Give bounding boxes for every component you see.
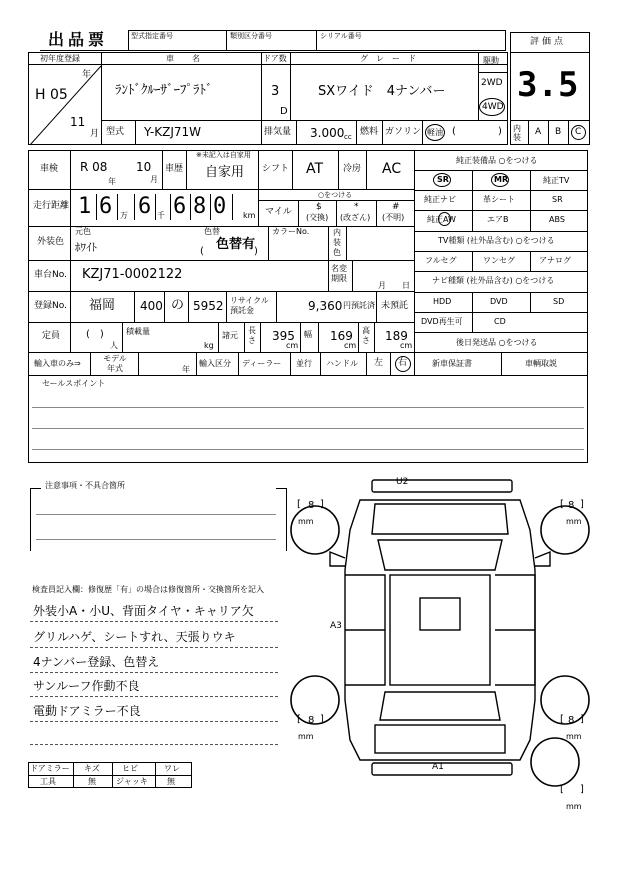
handle-right-circle	[395, 356, 411, 372]
fuel-label: 燃料	[360, 127, 379, 137]
year-suffix: 年	[82, 70, 92, 80]
interior-grade-b: B	[555, 127, 562, 137]
equip-sunroof-circle	[433, 173, 451, 187]
equip-genuine-navi: 純正ナビ	[424, 195, 456, 204]
tread-rr: 8	[568, 715, 575, 726]
handle-left: 左	[374, 358, 384, 368]
tv-label: TV種類 (社外品含む) ○をつける	[438, 236, 555, 245]
length-label: 長さ	[248, 326, 256, 345]
reg-kana: の	[171, 298, 185, 313]
tread-rl-bracket: [	[297, 714, 301, 725]
chassis-label: 車台No.	[34, 270, 67, 280]
tread-rl-close: ]	[320, 714, 324, 725]
tread-rr-close: ]	[580, 714, 584, 725]
month-suffix: 月	[90, 129, 100, 139]
tread-rl-unit: mm	[298, 732, 314, 741]
capacity-label: 定員	[42, 331, 61, 341]
length-unit: cm	[286, 341, 299, 350]
interior-color-label: 内装色	[333, 228, 341, 257]
tv-full: フルセグ	[425, 256, 457, 265]
inspector-note-1: 外装小A・小U、背面タイヤ・キャリア欠	[33, 604, 254, 618]
tread-spare-close: ]	[580, 784, 584, 795]
recycle-unpaid: 未預託	[381, 301, 409, 311]
fuel-gasoline: ガソリン	[385, 127, 422, 137]
drive-label: 駆動	[483, 56, 499, 65]
original-color: ﾎﾜｲﾄ	[75, 241, 97, 254]
tread-fr-close: ]	[580, 499, 584, 510]
navi-hdd: HDD	[433, 297, 452, 306]
import-label: 輸入車のみ⇒	[34, 359, 81, 368]
capacity-paren: ( )	[86, 329, 104, 340]
model-value: Y-KZJ71W	[144, 125, 201, 139]
legend-jack: ジャッキ	[116, 777, 148, 786]
displacement-label: 排気量	[264, 127, 292, 137]
exterior-color-label: 外装色	[37, 237, 65, 247]
caution-bracket-right	[276, 488, 287, 551]
tread-fl: 8	[308, 500, 315, 511]
height-label: 高さ	[362, 326, 370, 345]
color-paren-close: )	[254, 246, 258, 257]
mileage-digit-5: 8	[193, 194, 207, 219]
import-type-label: 輸入区分	[199, 359, 231, 368]
capacity-unit: 人	[110, 341, 118, 350]
original-color-label: 元色	[75, 227, 91, 236]
grade-value: SXワイド 4ナンバー	[318, 84, 446, 99]
mileage-unit-label: マイル	[265, 207, 292, 217]
equip-abs: ABS	[549, 215, 565, 224]
caution-bracket-left	[30, 488, 41, 551]
inspection-year-suffix: 年	[108, 177, 116, 186]
shift-value: AT	[306, 161, 324, 177]
ac-label: 冷房	[343, 164, 362, 174]
fuel-paren-open: (	[452, 126, 456, 137]
score-label: 評価点	[530, 37, 567, 47]
tread-fr-bracket: [	[560, 499, 564, 510]
doors-value: 3	[271, 84, 280, 99]
equip-genuine-aw: 純正AW	[427, 215, 456, 224]
mileage-digit-2: 6	[99, 194, 113, 219]
color-paren-open: (	[200, 246, 204, 257]
color-no-label: カラーNo.	[272, 227, 310, 236]
mileage-man: 万	[120, 211, 128, 220]
tv-analog: アナログ	[539, 256, 571, 265]
load-unit: kg	[204, 341, 214, 350]
tread-fl-close: ]	[320, 499, 324, 510]
dollar-mark: $	[316, 202, 322, 212]
type-designation-label: 型式指定番号	[131, 32, 173, 40]
ac-value: AC	[382, 161, 402, 177]
interior-label: 内装	[513, 124, 521, 142]
equip-moonroof-circle	[491, 173, 509, 187]
name-change-day: 日	[402, 281, 410, 290]
navi-label: ナビ種類 (社外品含む) ○をつける	[432, 276, 555, 285]
displacement-value: 3.000	[310, 126, 345, 140]
handle-right: 右	[398, 358, 408, 368]
car-name-label: 車名	[166, 54, 218, 63]
later-label: 後日発送品 ○をつける	[456, 338, 538, 347]
inspector-note-5: 電動ドアミラー不良	[33, 704, 141, 718]
tread-rl: 8	[308, 715, 315, 726]
model-label: 型式	[106, 127, 125, 137]
serial-box	[128, 30, 506, 51]
first-reg-month: 11	[70, 115, 86, 129]
later-warranty: 新車保証書	[432, 359, 472, 368]
parallel-option: 並行	[296, 359, 312, 368]
history-label: 車歴	[165, 164, 184, 174]
model-year-label: モデル年式	[103, 354, 127, 373]
inspection-year: R 08	[80, 160, 108, 174]
legend-scratch: キズ	[84, 764, 100, 773]
caution-label: 注意事項・不具合箇所	[45, 481, 125, 490]
drive-4wd: 4WD	[482, 102, 504, 112]
dimensions-label: 諸元	[222, 331, 238, 340]
equip-sr: SR	[552, 195, 563, 204]
tread-spare-unit: mm	[566, 802, 582, 811]
equip-genuine-tv: 純正TV	[543, 176, 570, 185]
drive-4wd-circle	[479, 98, 505, 116]
category-label: 類別区分番号	[230, 32, 272, 40]
width-label: 幅	[304, 330, 312, 339]
inspector-note-3: 4ナンバー登録、色替え	[33, 655, 160, 669]
title-underline	[40, 50, 132, 51]
recycle-label: リサイクル預託金	[230, 296, 269, 315]
first-reg-year: H 05	[35, 87, 68, 103]
tread-fl-bracket: [	[297, 499, 301, 510]
name-change-label: 名変期限	[331, 264, 347, 283]
inspection-month: 10	[136, 160, 152, 174]
tread-rr-bracket: [	[560, 714, 564, 725]
current-color-label: 色替	[204, 227, 220, 236]
hash-mark: #	[392, 202, 400, 212]
navi-dvd-play: DVD再生可	[421, 317, 463, 326]
grade-label: グレード	[360, 54, 424, 63]
tread-rr-unit: mm	[566, 732, 582, 741]
legend-break: ワレ	[164, 764, 180, 773]
navi-sd: SD	[553, 297, 565, 306]
mileage-digit-1: 1	[78, 194, 92, 219]
later-manual: 車輌取説	[525, 359, 557, 368]
star-mark: *	[354, 202, 359, 212]
legend-tools-value: 無	[88, 777, 96, 786]
mileage-km: km	[243, 211, 256, 220]
legend-jack-value: 無	[167, 777, 175, 786]
shift-label: シフト	[262, 164, 290, 174]
interior-grade-c-circle	[571, 125, 586, 140]
current-color: 色替有	[216, 237, 256, 252]
tv-one: ワンセグ	[483, 256, 515, 265]
displacement-unit: cc	[344, 133, 352, 141]
equip-airbag: エアB	[487, 215, 509, 224]
legend-door-mirror: ドアミラー	[30, 764, 70, 773]
reg-number: 5952	[193, 299, 224, 313]
equip-sunroof: SR	[437, 175, 449, 184]
first-reg-label: 初年度登録	[40, 54, 80, 63]
doors-type: D	[280, 106, 288, 117]
model-year-unit: 年	[182, 365, 190, 374]
equip-genuine-aw-circle	[438, 212, 451, 226]
mileage-digit-6: 0	[213, 194, 227, 219]
interior-grade-a: A	[535, 127, 542, 137]
car-name-value: ﾗﾝﾄﾞｸﾙｰｻﾞｰﾌﾟﾗﾄﾞ	[115, 83, 213, 98]
tread-fr: 8	[568, 500, 575, 511]
star-note: (改ざん)	[340, 213, 371, 222]
navi-dvd: DVD	[490, 297, 508, 306]
mileage-digit-4: 6	[173, 194, 187, 219]
mark-a1: A1	[432, 762, 444, 772]
history-value: 自家用	[205, 165, 245, 180]
hash-note: (不明)	[382, 213, 405, 222]
inspector-note-4: サンルーフ作動不良	[33, 679, 140, 693]
score-value: 3.5	[517, 65, 579, 105]
height-unit: cm	[400, 341, 413, 350]
inspector-legend: 検査員記入欄：修復歴「有」の場合は修復箇所・交換箇所を記入	[32, 585, 264, 594]
doors-label: ドア数	[263, 54, 287, 63]
handle-label: ハンドル	[326, 359, 358, 368]
inspection-month-suffix: 月	[150, 175, 158, 184]
recycle-amount: 9,360	[308, 299, 343, 313]
tread-fl-unit: mm	[298, 517, 314, 526]
equip-moonroof: MR	[494, 175, 509, 184]
inspection-label: 車検	[40, 164, 59, 174]
sales-points-label: セールスポイント	[42, 379, 106, 388]
width-unit: cm	[344, 341, 357, 350]
fuel-diesel-circle	[425, 124, 445, 141]
height-value: 189	[385, 329, 408, 343]
width-value: 169	[330, 329, 353, 343]
fuel-paren-close: )	[498, 126, 502, 137]
fuel-diesel: 軽油	[427, 128, 443, 137]
load-label: 積載量	[126, 327, 150, 336]
history-note: ※未記入は自家用	[196, 151, 251, 159]
tread-fr-unit: mm	[566, 517, 582, 526]
mark-u2: U2	[396, 477, 409, 487]
registration-label: 登録No.	[34, 301, 67, 311]
interior-grade-c: C	[575, 127, 582, 137]
mark-a3: A3	[330, 621, 342, 631]
navi-cd: CD	[494, 317, 506, 326]
sheet-title: 出品票	[48, 30, 109, 49]
mileage-digit-3: 6	[138, 194, 152, 219]
chassis-value: KZJ71-0002122	[82, 267, 183, 282]
equip-leather: 革シート	[483, 195, 515, 204]
recycle-status: 円預託済	[343, 301, 375, 310]
name-change-month: 月	[378, 281, 386, 290]
inspector-note-2: グリルハゲ、シートすれ、天張りウキ	[33, 630, 236, 644]
serial-label: シリアル番号	[320, 32, 362, 40]
reg-class: 400	[140, 299, 163, 313]
legend-crack: ヒビ	[122, 764, 138, 773]
drive-2wd: 2WD	[481, 78, 503, 88]
dealer-option: ディーラー	[242, 359, 282, 368]
length-value: 395	[272, 329, 295, 343]
mileage-sen: 千	[157, 211, 165, 220]
genuine-label: 純正装備品 ○をつける	[456, 156, 538, 165]
dollar-note: (交換)	[306, 213, 329, 222]
legend-tools: 工具	[40, 777, 56, 786]
reg-area: 福岡	[89, 298, 116, 313]
mark-note: ○をつける	[318, 191, 353, 199]
tread-spare-bracket: [	[560, 784, 564, 795]
mileage-label: 走行距離	[33, 201, 70, 211]
